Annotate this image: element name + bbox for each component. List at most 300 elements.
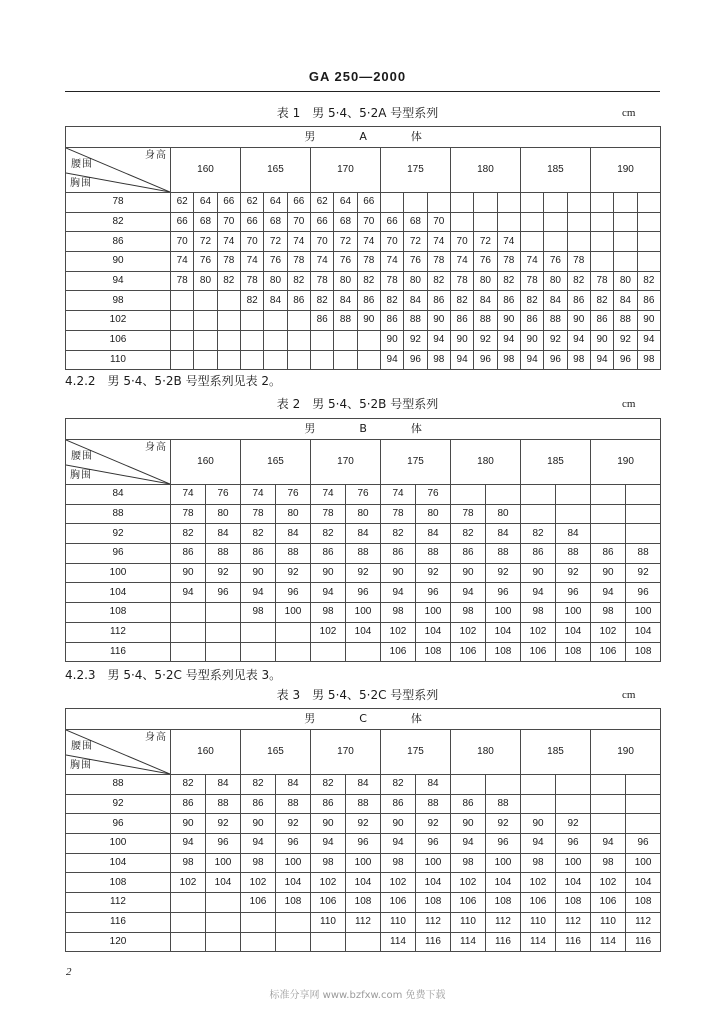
- waist-cell: 76: [206, 485, 241, 505]
- waist-cell: 110: [451, 912, 486, 932]
- table-row: [66, 252, 661, 272]
- chest-label: 88: [66, 504, 171, 524]
- empty-cell: [544, 232, 567, 252]
- empty-cell: [404, 193, 427, 213]
- empty-cell: [241, 622, 276, 642]
- waist-cell: 64: [194, 193, 217, 213]
- waist-cell: 80: [264, 271, 287, 291]
- empty-cell: [591, 794, 626, 814]
- waist-cell: 98: [521, 603, 556, 623]
- waist-cell: 74: [171, 485, 206, 505]
- body-type-row: [66, 419, 661, 440]
- empty-cell: [451, 485, 486, 505]
- waist-cell: 78: [171, 271, 194, 291]
- waist-cell: 82: [567, 271, 590, 291]
- waist-cell: 78: [590, 271, 613, 291]
- document-code: GA 250—2000: [308, 69, 407, 84]
- waist-cell: 86: [381, 794, 416, 814]
- waist-cell: 84: [416, 775, 451, 795]
- table-row: [66, 622, 661, 642]
- waist-cell: 94: [171, 583, 206, 603]
- chest-label: 104: [66, 853, 171, 873]
- waist-cell: 114: [521, 932, 556, 952]
- empty-cell: [311, 642, 346, 662]
- empty-cell: [590, 193, 613, 213]
- waist-cell: 116: [626, 932, 661, 952]
- height-header: 165: [241, 730, 311, 775]
- waist-cell: 108: [486, 893, 521, 913]
- body-type-type: B: [359, 422, 367, 435]
- watermark: 标准分享网 www.bzfxw.com 免费下载: [269, 990, 446, 1001]
- waist-cell: 100: [346, 603, 381, 623]
- waist-cell: 62: [240, 193, 263, 213]
- waist-cell: 94: [171, 834, 206, 854]
- empty-cell: [240, 330, 263, 350]
- chest-label: 106: [66, 330, 171, 350]
- waist-cell: 80: [544, 271, 567, 291]
- waist-cell: 90: [497, 311, 520, 331]
- waist-cell: 94: [380, 350, 403, 370]
- chest-label: 92: [66, 794, 171, 814]
- waist-cell: 98: [241, 853, 276, 873]
- waist-cell: 82: [380, 291, 403, 311]
- waist-cell: 102: [521, 873, 556, 893]
- waist-cell: 102: [241, 873, 276, 893]
- height-header: 160: [171, 730, 241, 775]
- table-3-caption: 表 3 男 5·4、5·2C 号型系列: [276, 688, 439, 702]
- waist-cell: 86: [520, 311, 543, 331]
- waist-cell: 66: [240, 212, 263, 232]
- waist-cell: 98: [451, 603, 486, 623]
- waist-cell: 64: [334, 193, 357, 213]
- waist-cell: 100: [206, 853, 241, 873]
- waist-cell: 86: [591, 544, 626, 564]
- waist-cell: 96: [404, 350, 427, 370]
- waist-cell: 112: [346, 912, 381, 932]
- waist-cell: 80: [416, 504, 451, 524]
- waist-cell: 78: [217, 252, 240, 272]
- waist-cell: 82: [240, 291, 263, 311]
- waist-cell: 94: [451, 583, 486, 603]
- waist-cell: 110: [381, 912, 416, 932]
- empty-cell: [637, 252, 661, 272]
- waist-cell: 74: [287, 232, 310, 252]
- waist-cell: 94: [567, 330, 590, 350]
- empty-cell: [626, 524, 661, 544]
- empty-cell: [287, 330, 310, 350]
- waist-cell: 90: [520, 330, 543, 350]
- waist-cell: 66: [310, 212, 333, 232]
- height-header: 185: [520, 148, 590, 193]
- body-type-suffix: 体: [410, 130, 422, 143]
- empty-cell: [544, 212, 567, 232]
- waist-cell: 112: [626, 912, 661, 932]
- empty-cell: [206, 932, 241, 952]
- empty-cell: [264, 350, 287, 370]
- waist-cell: 82: [241, 775, 276, 795]
- waist-cell: 72: [334, 232, 357, 252]
- empty-cell: [171, 291, 194, 311]
- table-row: [66, 291, 661, 311]
- waist-cell: 82: [590, 291, 613, 311]
- waist-cell: 72: [404, 232, 427, 252]
- waist-cell: 74: [240, 252, 263, 272]
- empty-cell: [520, 212, 543, 232]
- body-type-type: A: [359, 130, 367, 143]
- empty-cell: [626, 485, 661, 505]
- waist-cell: 90: [451, 563, 486, 583]
- waist-cell: 88: [334, 311, 357, 331]
- body-type-row: [66, 127, 661, 148]
- empty-cell: [240, 350, 263, 370]
- empty-cell: [194, 291, 217, 311]
- height-header: 190: [591, 440, 661, 485]
- height-header: 185: [521, 440, 591, 485]
- waist-cell: 104: [276, 873, 311, 893]
- waist-cell: 102: [311, 873, 346, 893]
- corner-box: [66, 730, 170, 774]
- waist-cell: 84: [416, 524, 451, 544]
- waist-cell: 86: [637, 291, 661, 311]
- waist-cell: 94: [311, 834, 346, 854]
- chest-label: 116: [66, 642, 171, 662]
- body-type-label: [66, 712, 660, 726]
- empty-cell: [626, 504, 661, 524]
- waist-cell: 104: [416, 873, 451, 893]
- table-row: [66, 583, 661, 603]
- waist-cell: 74: [450, 252, 473, 272]
- waist-cell: 88: [276, 794, 311, 814]
- waist-cell: 74: [217, 232, 240, 252]
- waist-cell: 90: [171, 563, 206, 583]
- waist-cell: 74: [310, 252, 333, 272]
- waist-cell: 88: [346, 544, 381, 564]
- waist-cell: 92: [404, 330, 427, 350]
- empty-cell: [567, 232, 590, 252]
- waist-cell: 78: [451, 504, 486, 524]
- body-type-row: [66, 709, 661, 730]
- empty-cell: [450, 212, 473, 232]
- body-type-sex: 男: [304, 422, 316, 435]
- corner-box: [66, 148, 170, 192]
- waist-cell: 114: [591, 932, 626, 952]
- waist-cell: 68: [404, 212, 427, 232]
- empty-cell: [206, 893, 241, 913]
- waist-cell: 70: [357, 212, 380, 232]
- chest-label: 112: [66, 622, 171, 642]
- table-1-caption: 表 1 男 5·4、5·2A 号型系列: [276, 106, 439, 120]
- waist-cell: 70: [450, 232, 473, 252]
- waist-cell: 78: [520, 271, 543, 291]
- waist-cell: 90: [381, 814, 416, 834]
- corner-header: [66, 440, 171, 485]
- empty-cell: [427, 193, 450, 213]
- table-2-unit: cm: [622, 398, 636, 410]
- table-3-unit: cm: [622, 689, 636, 701]
- empty-cell: [217, 330, 240, 350]
- waist-cell: 70: [310, 232, 333, 252]
- waist-cell: 78: [497, 252, 520, 272]
- waist-cell: 86: [521, 544, 556, 564]
- waist-cell: 70: [240, 232, 263, 252]
- waist-cell: 100: [626, 603, 661, 623]
- waist-cell: 80: [334, 271, 357, 291]
- body-type-header: [66, 709, 661, 730]
- waist-cell: 92: [474, 330, 497, 350]
- waist-cell: 76: [346, 485, 381, 505]
- waist-cell: 94: [521, 834, 556, 854]
- waist-cell: 76: [474, 252, 497, 272]
- empty-cell: [241, 642, 276, 662]
- waist-cell: 92: [416, 563, 451, 583]
- waist-cell: 90: [591, 563, 626, 583]
- body-type-label: [66, 130, 660, 144]
- empty-cell: [591, 524, 626, 544]
- waist-cell: 94: [311, 583, 346, 603]
- height-header: 170: [310, 148, 380, 193]
- corner-chest-label: 胸围: [70, 760, 92, 771]
- empty-cell: [171, 642, 206, 662]
- waist-cell: 104: [556, 873, 591, 893]
- waist-cell: 100: [626, 853, 661, 873]
- table-row: [66, 853, 661, 873]
- waist-cell: 62: [310, 193, 333, 213]
- table-row: [66, 814, 661, 834]
- waist-cell: 90: [590, 330, 613, 350]
- waist-cell: 74: [427, 232, 450, 252]
- height-header: 160: [171, 440, 241, 485]
- waist-cell: 96: [416, 583, 451, 603]
- empty-cell: [614, 232, 637, 252]
- waist-cell: 94: [451, 834, 486, 854]
- table-row: [66, 563, 661, 583]
- body-type-suffix: 体: [410, 712, 422, 725]
- waist-cell: 94: [381, 583, 416, 603]
- chest-label: 94: [66, 271, 171, 291]
- empty-cell: [567, 193, 590, 213]
- waist-cell: 88: [416, 794, 451, 814]
- empty-cell: [521, 794, 556, 814]
- page-number: 2: [66, 966, 72, 978]
- chest-label: 104: [66, 583, 171, 603]
- waist-cell: 84: [206, 524, 241, 544]
- waist-cell: 70: [217, 212, 240, 232]
- waist-cell: 90: [241, 814, 276, 834]
- waist-cell: 80: [206, 504, 241, 524]
- waist-cell: 88: [206, 794, 241, 814]
- waist-cell: 80: [346, 504, 381, 524]
- chest-label: 90: [66, 252, 171, 272]
- waist-cell: 102: [521, 622, 556, 642]
- waist-cell: 66: [287, 193, 310, 213]
- waist-cell: 70: [287, 212, 310, 232]
- waist-cell: 90: [450, 330, 473, 350]
- empty-cell: [194, 311, 217, 331]
- table-row: [66, 603, 661, 623]
- waist-cell: 90: [451, 814, 486, 834]
- waist-cell: 74: [171, 252, 194, 272]
- waist-cell: 78: [427, 252, 450, 272]
- waist-cell: 82: [497, 271, 520, 291]
- waist-cell: 86: [171, 794, 206, 814]
- chest-label: 88: [66, 775, 171, 795]
- waist-cell: 90: [357, 311, 380, 331]
- table-row: [66, 873, 661, 893]
- waist-cell: 112: [556, 912, 591, 932]
- waist-cell: 100: [276, 603, 311, 623]
- waist-cell: 98: [311, 603, 346, 623]
- empty-cell: [556, 794, 591, 814]
- empty-cell: [626, 794, 661, 814]
- chest-label: 100: [66, 834, 171, 854]
- waist-cell: 110: [591, 912, 626, 932]
- waist-cell: 82: [311, 775, 346, 795]
- empty-cell: [520, 193, 543, 213]
- empty-cell: [206, 912, 241, 932]
- size-series-table: [65, 708, 661, 952]
- waist-cell: 74: [241, 485, 276, 505]
- waist-cell: 84: [346, 775, 381, 795]
- waist-cell: 94: [381, 834, 416, 854]
- waist-cell: 78: [171, 504, 206, 524]
- waist-cell: 84: [544, 291, 567, 311]
- empty-cell: [556, 485, 591, 505]
- waist-cell: 106: [591, 893, 626, 913]
- waist-cell: 88: [276, 544, 311, 564]
- table-row: [66, 350, 661, 370]
- chest-label: 96: [66, 814, 171, 834]
- empty-cell: [171, 622, 206, 642]
- table-row: [66, 794, 661, 814]
- waist-cell: 96: [486, 583, 521, 603]
- waist-cell: 76: [334, 252, 357, 272]
- waist-cell: 108: [416, 893, 451, 913]
- empty-cell: [206, 622, 241, 642]
- clause-4-2-3: 4.2.3 男 5·4、5·2C 号型系列见表 3。: [65, 668, 282, 682]
- empty-cell: [310, 350, 333, 370]
- waist-cell: 88: [486, 544, 521, 564]
- empty-cell: [206, 603, 241, 623]
- waist-cell: 84: [276, 524, 311, 544]
- waist-cell: 68: [264, 212, 287, 232]
- empty-cell: [590, 252, 613, 272]
- waist-cell: 102: [381, 873, 416, 893]
- empty-cell: [287, 350, 310, 370]
- waist-cell: 96: [626, 583, 661, 603]
- height-header-row: [66, 440, 661, 485]
- corner-header: [66, 730, 171, 775]
- table-row: [66, 193, 661, 213]
- chest-label: 108: [66, 603, 171, 623]
- table-row: [66, 271, 661, 291]
- empty-cell: [310, 330, 333, 350]
- waist-cell: 84: [474, 291, 497, 311]
- empty-cell: [264, 311, 287, 331]
- waist-cell: 76: [264, 252, 287, 272]
- empty-cell: [521, 485, 556, 505]
- table-row: [66, 311, 661, 331]
- table-row: [66, 912, 661, 932]
- waist-cell: 78: [310, 271, 333, 291]
- waist-cell: 100: [416, 603, 451, 623]
- waist-cell: 82: [450, 291, 473, 311]
- waist-cell: 74: [381, 485, 416, 505]
- clause-4-2-2: 4.2.2 男 5·4、5·2B 号型系列见表 2。: [65, 374, 282, 388]
- waist-cell: 62: [171, 193, 194, 213]
- body-type-suffix: 体: [410, 422, 422, 435]
- waist-cell: 82: [310, 291, 333, 311]
- empty-cell: [637, 212, 661, 232]
- waist-cell: 98: [521, 853, 556, 873]
- waist-cell: 108: [486, 642, 521, 662]
- waist-cell: 92: [486, 563, 521, 583]
- waist-cell: 96: [416, 834, 451, 854]
- waist-cell: 98: [381, 853, 416, 873]
- waist-cell: 80: [474, 271, 497, 291]
- waist-cell: 104: [486, 873, 521, 893]
- waist-cell: 102: [591, 622, 626, 642]
- waist-cell: 80: [404, 271, 427, 291]
- waist-cell: 114: [381, 932, 416, 952]
- waist-cell: 96: [346, 834, 381, 854]
- waist-cell: 74: [357, 232, 380, 252]
- empty-cell: [474, 193, 497, 213]
- waist-cell: 96: [486, 834, 521, 854]
- empty-cell: [556, 775, 591, 795]
- corner-header: [66, 148, 171, 193]
- height-header: 175: [380, 148, 450, 193]
- empty-cell: [171, 603, 206, 623]
- waist-cell: 100: [556, 853, 591, 873]
- table-row: [66, 485, 661, 505]
- waist-cell: 84: [206, 775, 241, 795]
- table-row: [66, 893, 661, 913]
- empty-cell: [311, 932, 346, 952]
- waist-cell: 86: [567, 291, 590, 311]
- waist-cell: 78: [287, 252, 310, 272]
- chest-label: 86: [66, 232, 171, 252]
- height-header: 180: [451, 730, 521, 775]
- waist-cell: 82: [521, 524, 556, 544]
- waist-cell: 92: [206, 563, 241, 583]
- waist-cell: 82: [381, 524, 416, 544]
- empty-cell: [614, 212, 637, 232]
- waist-cell: 68: [334, 212, 357, 232]
- waist-cell: 94: [591, 583, 626, 603]
- empty-cell: [217, 311, 240, 331]
- waist-cell: 86: [357, 291, 380, 311]
- waist-cell: 106: [451, 642, 486, 662]
- waist-cell: 98: [311, 853, 346, 873]
- waist-cell: 74: [311, 485, 346, 505]
- waist-cell: 108: [626, 893, 661, 913]
- waist-cell: 108: [416, 642, 451, 662]
- waist-cell: 94: [590, 350, 613, 370]
- waist-cell: 84: [556, 524, 591, 544]
- waist-cell: 96: [276, 834, 311, 854]
- waist-cell: 82: [427, 271, 450, 291]
- size-table-2: [65, 418, 661, 662]
- waist-cell: 106: [381, 893, 416, 913]
- chest-label: 92: [66, 524, 171, 544]
- height-header-row: [66, 730, 661, 775]
- body-type-label: [66, 422, 660, 436]
- size-table-3: [65, 708, 661, 952]
- waist-cell: 108: [626, 642, 661, 662]
- waist-cell: 94: [520, 350, 543, 370]
- table-row: [66, 232, 661, 252]
- waist-cell: 96: [626, 834, 661, 854]
